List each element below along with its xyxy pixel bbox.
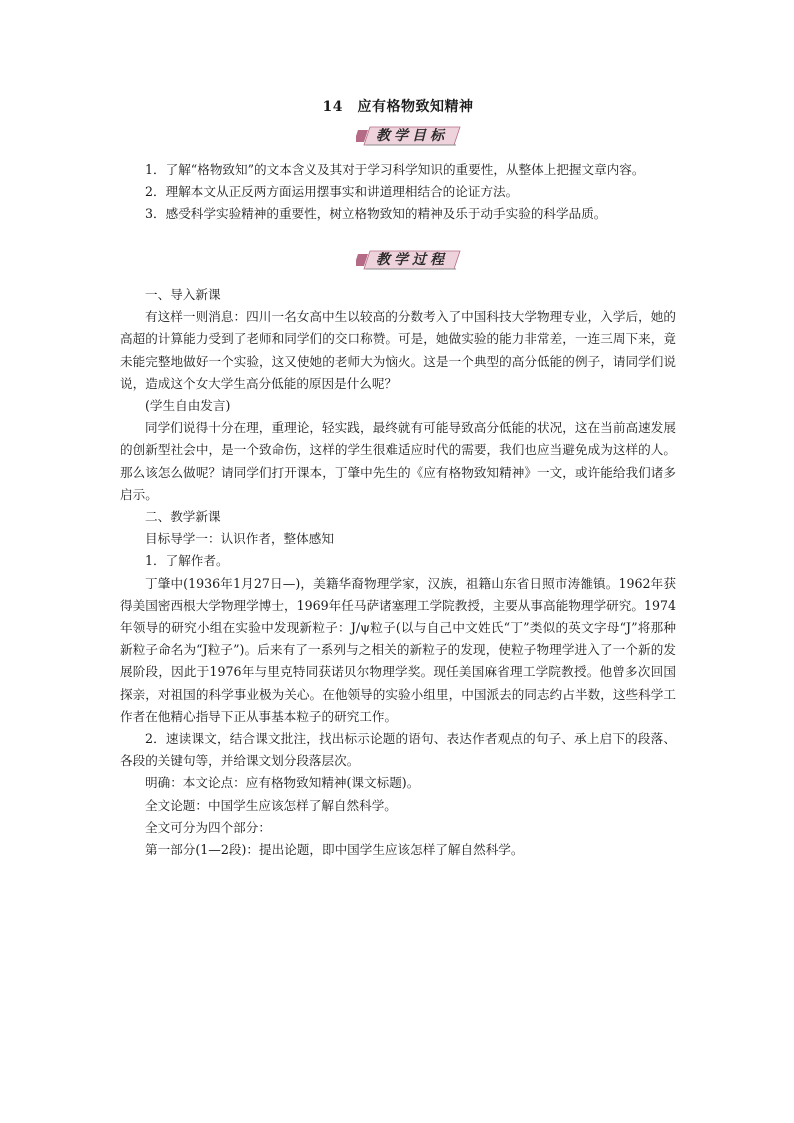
paragraph: 全文论题：中国学生应该怎样了解自然科学。 [145,797,397,813]
paragraph: 第一部分(1—2段)：提出论题，即中国学生应该怎样了解自然科学。 [145,842,524,858]
banner-label-process: 教学过程 [376,252,448,268]
section-banner-process [356,248,464,272]
paragraph: 2．速读课文，结合课文批注，找出标示论题的语句、表达作者观点的句子、承上启下的段落、各段的关键句等，并给课文划分段落层次。 [120,731,676,769]
process-body [120,284,676,861]
paragraph: 明确：本文论点：应有格物致知精神(课文标题)。 [145,775,420,791]
paragraph: 同学们说得十分在理，重理论，轻实践，最终就有可能导致高分低能的状况，这在当前高速发展的创新型社会中，是一个致命伤，这样的学生很难适应时代的需要，我们也应当避免成为这样的人。那么该怎么做呢？请同学们打开课本，丁肇中先生的《应有格物致知精神》一文，或许能给我们诸多启示。 [120,420,676,502]
section-heading: 二、教学新课 [145,509,221,525]
paragraph: 1．了解作者。 [145,553,229,569]
paragraph: 丁肇中(1936年1月27日—)，美籍华裔物理学家，汉族，祖籍山东省日照市涛雒镇。1962年获得美国密西根大学物理学博士，1969年任马萨诸塞理工学院教授，主要从事高能物理学研究。1974年领导的研究小组在实验中发现新粒子：J/ψ粒子(以与自己中文姓氏“丁”类似的英文字母“J”将那种新粒子命名为“J粒子”)。后来有了一系列与之相关的新粒子的发现，使粒子物理学进入了一个新的发展阶段，因此于1976年与里克特同获诺贝尔物理学奖。现任美国麻省理工学院教授。他曾多次回国探亲，对祖国的科学事业极为关心。在他领导的实验小组里，中国派去的同志约占半数，这些科学工作者在他精心指导下正从事基本粒子的研究工作。 [120,575,676,724]
goal-item: 3．感受科学实验精神的重要性，树立格物致知的精神及乐于动手实验的科学品质。 [145,206,607,222]
section-heading: 一、导入新课 [145,287,221,302]
paragraph: (学生自由发言) [145,398,231,414]
banner-label-goals: 教学目标 [376,128,448,144]
section-banner-goals [356,124,464,148]
subheading: 目标导学一：认识作者，整体感知 [145,531,334,547]
paragraph: 有这样一则消息：四川一名女高中生以较高的分数考入了中国科技大学物理专业，入学后，她的高超的计算能力受到了老师和同学们的交口称赞。可是，她做实验的能力非常差，一连三周下来，竟未能完整地做好一个实验，这又使她的老师大为恼火。这是一个典型的高分低能的例子，请同学们说说，造成这个女大学生高分低能的原因是什么呢？ [120,309,676,391]
goal-item: 1．了解“格物致知”的文本含义及其对于学习科学知识的重要性，从整体上把握文章内容。 [145,162,645,177]
paragraph: 全文可分为四个部分： [145,819,271,835]
lesson-title: 14 应有格物致知精神 [322,99,474,115]
goal-item: 2．理解本文从正反两方面运用摆事实和讲道理相结合的论证方法。 [145,184,519,200]
goals-list [120,159,676,226]
